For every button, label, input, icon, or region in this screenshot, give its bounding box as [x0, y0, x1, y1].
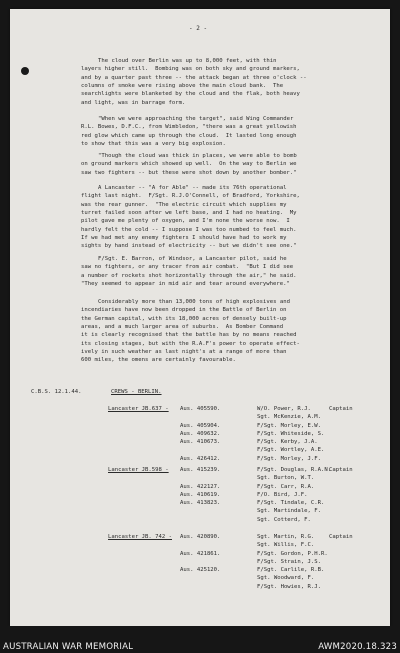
paragraph-line: Considerably more than 13,000 tons of high explosives and	[98, 299, 290, 305]
page-number: - 2 -	[189, 25, 208, 32]
crew-member-name: F/Sgt. Douglas, R.A.N.	[257, 467, 332, 473]
service-number: Aus. 422127.	[180, 483, 221, 490]
crew-member-name: Sgt. McKenzie, A.M.	[257, 414, 321, 421]
service-number: Aus. 409632.	[180, 430, 221, 437]
aircraft-label: Lancaster JB. 742 -	[108, 534, 172, 540]
crew-member-name: Sgt. Martin, R.G.	[257, 534, 315, 540]
crew-member-name: F/Sgt. Tindale, C.R.	[257, 500, 325, 507]
punch-hole	[21, 67, 29, 75]
crew-role: Captain	[329, 467, 353, 473]
crew-member-name: F/Sgt. Gordon, P.H.R.	[257, 550, 328, 557]
paragraph-line: A Lancaster -- "A for Able" -- made its 76th operational	[98, 185, 287, 191]
crew-member-name: Sgt. Willis, F.C.	[257, 542, 315, 549]
paragraph-line: saw no fighters, or any tracer from air combat. "But I did see	[81, 264, 294, 271]
crew-member-name: F/O. Bird, J.F.	[257, 491, 308, 498]
service-number: Aus. 410619.	[180, 491, 221, 498]
crews-heading: CREWS - BERLIN.	[111, 389, 162, 395]
service-number: Aus. 425120.	[180, 567, 221, 574]
paragraph-line: incendiaries have now been dropped in the Battle of Berlin on	[81, 307, 287, 314]
paragraph-line: "When we were approaching the target", said Wing Commander	[98, 116, 294, 122]
paragraph-line: turret failed soon after we left base, and I had no heating. My	[81, 209, 297, 216]
paragraph-line: and by a quarter past three -- the attack began at three o'clock --	[81, 74, 307, 81]
service-number: Aus. 410673.	[180, 439, 221, 446]
crew-member-name: F/Sgt. Morley, E.W.	[257, 422, 321, 429]
paragraph-line: layers higher still. Bombing was on both sky and ground markers,	[81, 66, 300, 73]
paragraph-line: on ground markers which showed up well. On the way to Berlin we	[81, 161, 297, 168]
aircraft-label: Lancaster JB.637 -	[108, 406, 169, 412]
crew-member-name: Sgt. Woodward, F.	[257, 575, 315, 582]
paragraph-line: "Though the cloud was thick in places, we were able to bomb	[98, 153, 297, 159]
crew-member-name: Sgt. Cotterd, F.	[257, 516, 311, 523]
paragraph-line: If we had met any enemy fighters I should have had to work my	[81, 234, 287, 241]
crew-member-name: F/Sgt. Wortley, A.E.	[257, 447, 325, 454]
paragraph-line: sights by hand instead of electricity -- but we didn't see one."	[81, 243, 297, 250]
crew-member-name: F/Sgt. Whiteside, S.	[257, 430, 325, 437]
crew-member-name: F/Sgt. Strain, J.S.	[257, 558, 321, 565]
paragraph-line: R.L. Bowes, D.F.C., from Wimbledon, "there was a great yellowish	[81, 124, 297, 131]
paragraph-line: it is clearly recognised that the battle has by no means reached	[81, 332, 297, 339]
crew-member-name: F/Sgt. Carr, R.A.	[257, 483, 315, 490]
paragraph-line: a number of rockets shot horizontally through the air," he said.	[81, 272, 297, 279]
service-number: Aus. 405904.	[180, 422, 221, 429]
paragraph-line: "They seemed to appear in mid air and tear around everywhere."	[81, 280, 290, 287]
paragraph-line: F/Sgt. E. Barron, of Windsor, a Lancaster pilot, said he	[98, 256, 287, 262]
footer-institution: AUSTRALIAN WAR MEMORIAL	[3, 642, 134, 652]
paragraph-line: and light, was in barrage form.	[81, 99, 186, 106]
paragraph-line: the German capital, with its 18,000 acres of densely built-up	[81, 315, 287, 322]
service-number: Aus. 426412.	[180, 455, 221, 462]
paragraph-line: ively in such weather as last night's at a range of more than	[81, 348, 287, 355]
paragraph-line: searchlights were blanketed by the cloud and the flak, both heavy	[81, 91, 300, 98]
crew-member-name: Sgt. Martindale, F.	[257, 508, 321, 515]
crew-member-name: W/O. Power, R.J.	[257, 406, 311, 412]
footer-accession-number: AWM2020.18.323	[318, 642, 397, 652]
service-number: Aus. 421861.	[180, 550, 221, 557]
paragraph-line: 600 miles, the omens are certainly favourable.	[81, 357, 236, 364]
service-number: Aus. 413823.	[180, 500, 221, 507]
crew-member-name: F/Sgt. Kerby, J.A.	[257, 439, 318, 446]
paragraph-line: areas, and a much larger area of suburbs. As Bomber Command	[81, 323, 284, 330]
document-reference: C.B.S. 12.1.44.	[31, 389, 82, 395]
paragraph-line: flight last night. F/Sgt. R.J.O'Connell, of Bradford, Yorkshire,	[81, 193, 300, 200]
crew-member-name: F/Sgt. Morley, J.F.	[257, 455, 321, 462]
paragraph-line: pilot gave me plenty of oxygen, and I'm none the worse now. I	[81, 218, 290, 225]
service-number: Aus. 405590.	[180, 406, 221, 412]
crew-member-name: F/Sgt. Carlile, R.B.	[257, 567, 325, 574]
service-number: Aus. 415239.	[180, 467, 221, 473]
paragraph-line: to show that this was a very big explosion.	[81, 140, 226, 147]
paragraph-line: was the rear gunner. "The electric circuit which supplies my	[81, 201, 287, 208]
paragraph-line: its closing stages, but with the R.A.F's power to operate effect-	[81, 340, 300, 347]
aircraft-label: Lancaster JB.598 -	[108, 467, 169, 473]
crew-role: Captain	[329, 534, 353, 540]
crew-member-name: Sgt. Burton, W.T.	[257, 475, 315, 482]
crew-role: Captain	[329, 406, 353, 412]
paragraph-line: hardly felt the cold -- I suppose I was too numbed to feel much.	[81, 226, 297, 233]
paragraph-line: columns of smoke were rising above the main cloud bank. The	[81, 82, 284, 89]
service-number: Aus. 420890.	[180, 534, 221, 540]
paragraph-line: The cloud over Berlin was up to 8,000 feet, with thin	[98, 58, 277, 64]
paragraph-line: saw two fighters -- but these were shot down by another bomber."	[81, 169, 297, 176]
crew-member-name: F/Sgt. Howies, R.J.	[257, 583, 321, 590]
paragraph-line: red glow which came up through the cloud. It lasted long enough	[81, 132, 297, 139]
